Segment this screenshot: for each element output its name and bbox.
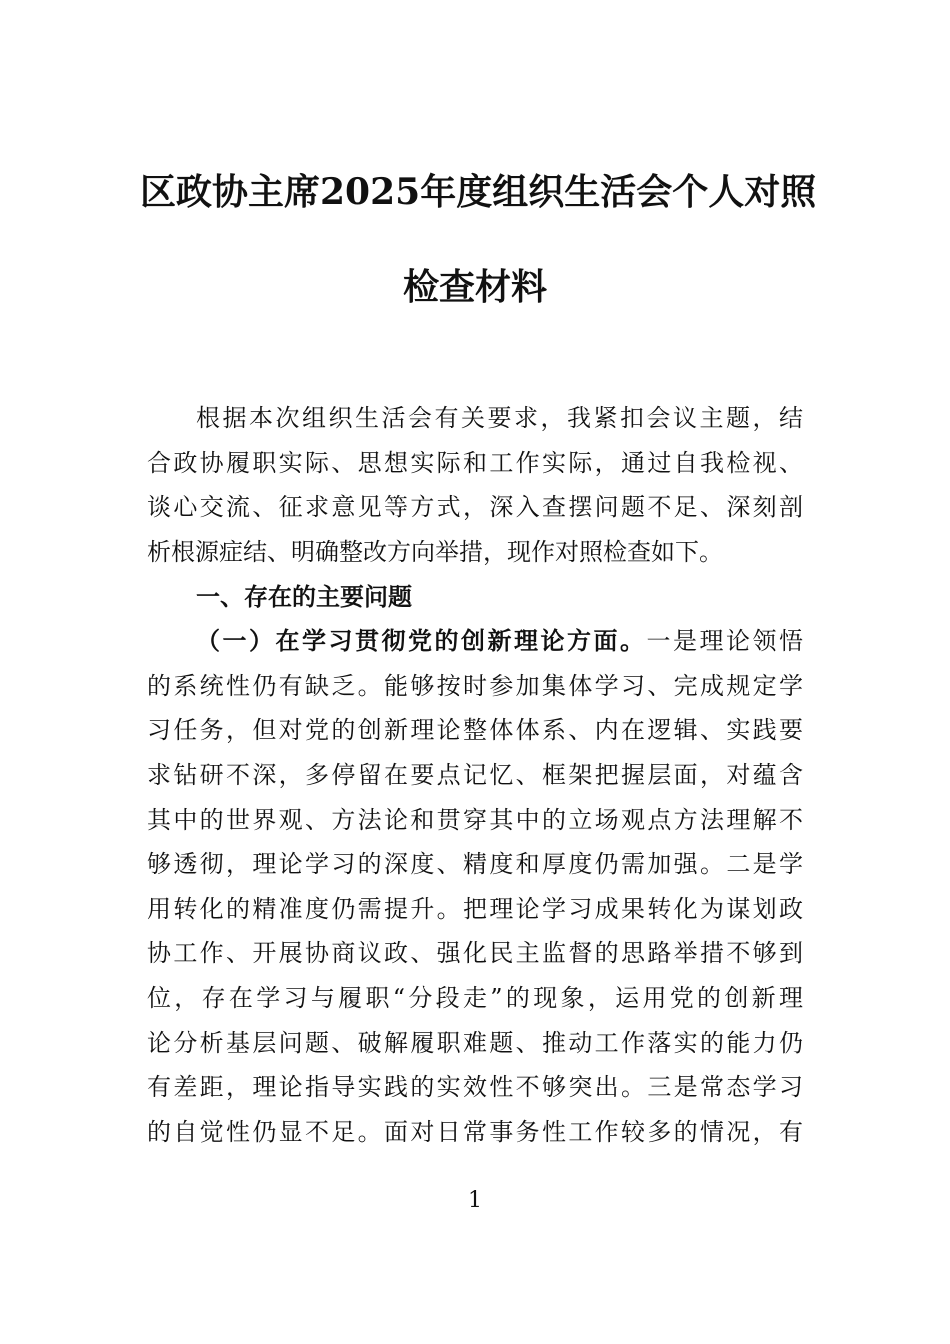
intro-paragraph-line: 谈心交流、征求意见等方式，深入查摆问题不足、深刻剖 (147, 493, 803, 521)
body-line: 位，存在学习与履职“分段走”的现象，运用党的创新理 (147, 984, 803, 1012)
body-line: 的系统性仍有缺乏。能够按时参加集体学习、完成规定学 (147, 672, 803, 700)
body-line: 其中的世界观、方法论和贯穿其中的立场观点方法理解不 (147, 806, 803, 834)
body-line: 的自觉性仍显不足。面对日常事务性工作较多的情况，有 (147, 1118, 803, 1146)
body-line: 够透彻，理论学习的深度、精度和厚度仍需加强。二是学 (147, 850, 803, 878)
subsection-first-line-text: 一是理论领悟 (646, 627, 803, 655)
body-line: 有差距，理论指导实践的实效性不够突出。三是常态学习 (147, 1073, 803, 1101)
body-line: 论分析基层问题、破解履职难题、推动工作落实的能力仍 (147, 1029, 803, 1057)
body-line: 协工作、开展协商议政、强化民主监督的思路举措不够到 (147, 939, 803, 967)
intro-paragraph-line: 析根源症结、明确整改方向举措，现作对照检查如下。 (147, 538, 723, 566)
body-line: 用转化的精准度仍需提升。把理论学习成果转化为谋划政 (147, 895, 803, 923)
page-number: 1 (468, 1188, 482, 1213)
body-line: 习任务，但对党的创新理论整体体系、内在逻辑、实践要 (147, 716, 803, 744)
intro-paragraph-line: 根据本次组织生活会有关要求，我紧扣会议主题，结 (196, 404, 803, 432)
subsection-heading: （一）在学习贯彻党的创新理论方面。 (196, 626, 647, 655)
document-title-line-2: 检查材料 (402, 266, 547, 308)
intro-paragraph-line: 合政协履职实际、思想实际和工作实际，通过自我检视、 (147, 449, 803, 477)
document-title-line-1: 区政协主席2025年度组织生活会个人对照 (140, 171, 817, 213)
section-heading: 一、存在的主要问题 (196, 583, 412, 611)
subsection-first-line (196, 621, 803, 661)
body-line: 求钻研不深，多停留在要点记忆、框架把握层面，对蕴含 (147, 761, 803, 789)
